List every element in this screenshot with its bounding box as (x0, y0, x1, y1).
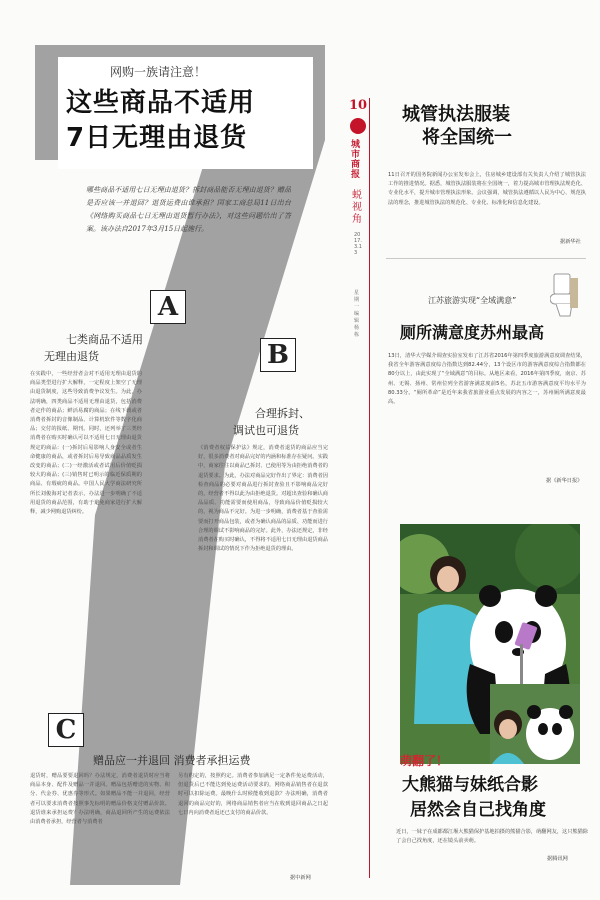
section-a-title-1: 七类商品不适用 (66, 333, 143, 346)
section-a-bubble (150, 290, 186, 324)
masthead-logo-icon (350, 118, 366, 134)
section-b-letter: B (267, 340, 289, 370)
section-c-letter: C (55, 715, 77, 745)
story3-title-1: 大熊猫与妹纸合影 (402, 775, 538, 795)
story3-tag: 萌翻了！ (400, 754, 449, 768)
story2-body: 13日，清华大学媒介调查实验室发布了江苏省2016年第四季度旅游满意度调查结果，我省全年游客满意度综合指数达到82.44分，13个设区市的游客满意度综合指数都在80分以上，由此实现了“全域满意”的目标。从地区来看，2016年第四季度，南京、苏州、无锡、扬州、常州位列全省游客满意度前5名，苏北五市游客满意度平均水平为80.33分。“厕所革命”是近年来我省旅游业重点发展的内容之一，苏州厕所满意度最高。 (388, 353, 586, 406)
section-b-body: 《消费者权益保护法》规定，消费者退货的商品应当完好，很多消费者对商品完好的内涵和标准存在疑问。实践中，商家往往以商品已拆封、已使用等为由拒绝消费者的退货要求。为此，办法对商品完好作出了界定：消费者因检查商品的必要对商品进行拆封查验且不影响商品完好的，经营者不得以此为由拒绝退货。对超出查验和确认商品品质、功能需要而使用商品，导致商品价值贬损较大的，视为商品不完好。为进一步明确，消费者基于查验需要而打开商品包装，或者为确认商品的品质、功能而进行合理的调试不影响商品的完好。此外，办法还规定，非经消费者在购买时确认，不得将不适用七日无理由退货商品拆封和调试的情况下作为拒绝退货的理由。 (198, 445, 328, 553)
story3-credit: 据腾讯网 (547, 856, 568, 862)
section-b-title-2: 调试也可退货 (233, 424, 299, 437)
story2-credit: 据《新华日报》 (546, 478, 583, 484)
story1-title-1: 城管执法服装 (402, 104, 510, 125)
headline-line-2: 7日无理由退货 (66, 123, 248, 153)
left-kicker: 网购一族请注意！ (110, 65, 207, 79)
masthead-editor: 星期一 编辑 杨栋 (354, 290, 360, 338)
masthead-logo: 城市商报 (351, 140, 361, 180)
left-intro: 哪些商品不适用七日无理由退货？拆封商品能否无理由退货？赠品是否应该一并退回？退货运费由谁承担？国家工商总局11日出台《网络购买商品七日无理由退货暂行办法》，对这些问题给出了答案。该办法自2017年3月15日起施行。 (86, 186, 291, 233)
section-c-title: 赠品应一并退回 消费者承担运费 (93, 754, 251, 767)
section-c-body-col1: 退货时，赠品要要退回吗？办法规定，消费者退货时应当将商品本身、配件及赠品一并退回。赠品包括赠送的实物、积分、代金券、优惠券等形式。如果赠品不能一并退回，经营者可以要求消费者按照事先标明的赠品价格支付赠品价款。退货谁来承担运费？办法明确，商品退回所产生的运费依法由消费者承担，经营者与消费者 (30, 773, 170, 826)
page-number: 10 (349, 98, 368, 113)
masthead-date: 2017.3.13 (354, 232, 362, 256)
story1-title-2: 将全国统一 (422, 127, 512, 148)
headline-line-1: 这些商品不适用 (66, 88, 256, 118)
masthead-column: 蜕视角 (352, 190, 362, 225)
story1-credit: 据新华社 (560, 239, 581, 245)
story3-body: 近日，一妹子在成都都江堰大熊猫保护基地拍摄的熊猫合影，萌翻网友，这只熊猫除了会自己找角度，还在镜头前卖萌。 (396, 829, 588, 845)
divider-1 (386, 258, 586, 259)
section-c-bubble (48, 713, 84, 747)
story3-title-2: 居然会自己找角度 (410, 800, 546, 820)
section-b-bubble (260, 338, 296, 372)
section-a-letter: A (157, 292, 179, 322)
section-c-credit: 据中新网 (290, 875, 311, 881)
story2-title: 厕所满意度苏州最高 (400, 323, 545, 342)
section-b-title-1: 合理拆封、 (255, 407, 310, 420)
section-a-body: 在实践中，一些经营者会对不适用无理由退货的商品类型进行扩大解释，一定程度上架空了无理由退货制度，这些导致消费争议发生。为此，办法明确，四类商品不适用无理由退货，包括消费者定作的商品；鲜活易腐的商品；在线下载或者消费者拆封的音像制品、计算机软件等数字化商品；交付的报纸、期刊。同时，还列举了三类经消费者在购买时确认可以不适用七日无理由退货规定的商品：(一)拆封后易影响人身安全或者生命健康的商品，或者拆封后易导致商品品质发生改变的商品；(二)一经激活或者试用后价值贬损较大的商品；(三)销售时已明示的临近保质期的商品、有瑕疵的商品。中国人民大学商法研究所所长刘俊海对记者表示，办法进一步明确了不适用退货的商品范围，有助于避免商家进行扩大解释，减少网购退货纠纷。 (30, 371, 142, 516)
panda-selfie-photo (400, 524, 580, 764)
masthead-rule (369, 98, 370, 878)
section-a-title-2: 无理由退货 (44, 350, 99, 363)
story1-body: 11日召开的国务院新闻办公室发布会上，住房城乡建设部有关负责人介绍了城管执法工作的推进情况。据悉，城管执法服装将在全国统一，着力提高城市管理执法规范化、专业化水平，提升城市管理执法形象。会议强调，城管执法遵循以人民为中心、规范执法的理念，推进城管执法的规范化、专业化、标准化和信息化建设。 (388, 172, 586, 206)
story2-kicker: 江苏旅游实现“全域满意” (428, 296, 517, 305)
section-c-body-col2: 另有约定的，按照约定。消费者参加满足一定条件免运费活动，但退货后已不能达到免运费活动要求的，网络商品销售者在退款时可以扣除运费。最晚什么时候能收到退款？办法明确，消费者退回的商品完好的，网络商品销售者应当在收到退回商品之日起七日内向消费者返还已支付的商品价款。 (178, 773, 328, 816)
toilet-icon (550, 270, 582, 318)
